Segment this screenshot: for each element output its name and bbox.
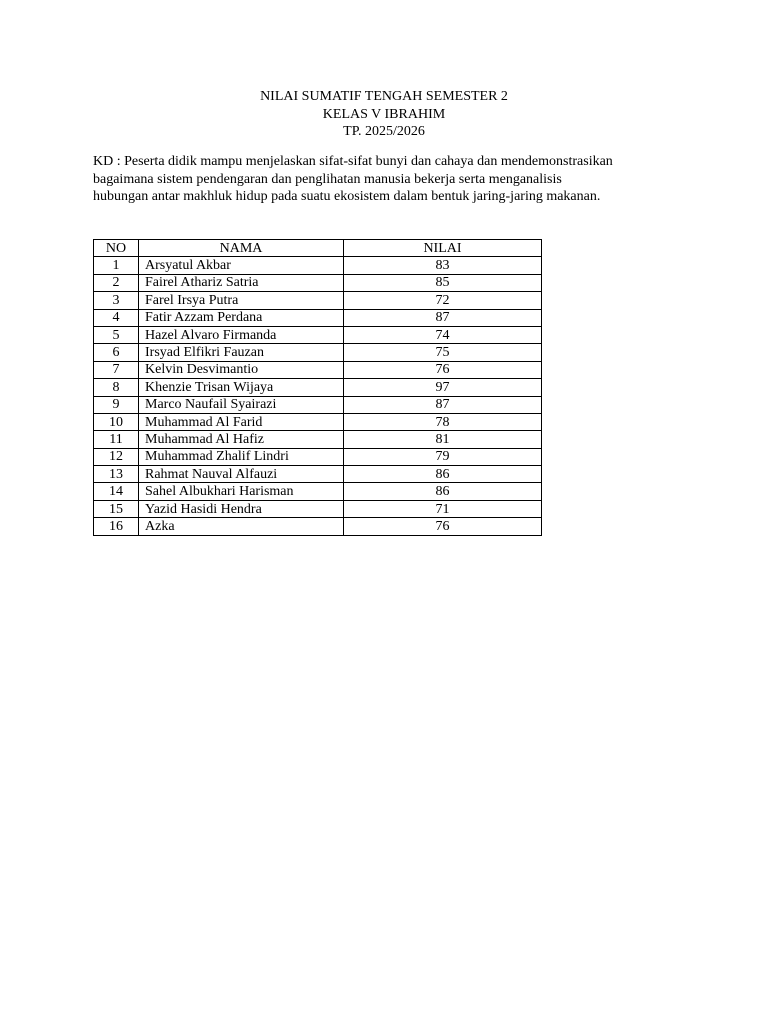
cell-nama: Rahmat Nauval Alfauzi: [139, 466, 344, 483]
table-row: [94, 274, 542, 291]
cell-nama: Kelvin Desvimantio: [139, 361, 344, 378]
cell-nilai: 76: [344, 361, 542, 378]
cell-nilai: 87: [344, 309, 542, 326]
cell-no: 8: [94, 379, 139, 396]
cell-nilai: 86: [344, 483, 542, 500]
table-row: [94, 257, 542, 274]
cell-nama: Marco Naufail Syairazi: [139, 396, 344, 413]
table-row: [94, 431, 542, 448]
cell-no: 2: [94, 274, 139, 291]
cell-nama: Azka: [139, 518, 344, 535]
cell-no: 12: [94, 448, 139, 465]
table-row: [94, 413, 542, 430]
table-row: [94, 500, 542, 517]
cell-nilai: 86: [344, 466, 542, 483]
cell-nilai: 85: [344, 274, 542, 291]
table-row: [94, 344, 542, 361]
title-line-2: KELAS V IBRAHIM: [322, 106, 446, 122]
cell-nama: Sahel Albukhari Harisman: [139, 483, 344, 500]
header-nama: NAMA: [139, 240, 344, 257]
cell-nama: Farel Irsya Putra: [139, 292, 344, 309]
grades-table: [93, 239, 542, 536]
cell-nilai: 97: [344, 379, 542, 396]
cell-no: 13: [94, 466, 139, 483]
table-row: [94, 361, 542, 378]
cell-no: 6: [94, 344, 139, 361]
cell-nilai: 76: [344, 518, 542, 535]
table-row: [94, 396, 542, 413]
table-body: [94, 257, 542, 535]
table-header-row: [94, 240, 542, 257]
cell-nilai: 83: [344, 257, 542, 274]
table-row: [94, 326, 542, 343]
cell-no: 7: [94, 361, 139, 378]
cell-nama: Muhammad Al Hafiz: [139, 431, 344, 448]
cell-nilai: 72: [344, 292, 542, 309]
table-row: [94, 483, 542, 500]
cell-no: 5: [94, 326, 139, 343]
cell-nama: Irsyad Elfikri Fauzan: [139, 344, 344, 361]
title-line-1: NILAI SUMATIF TENGAH SEMESTER 2: [260, 89, 508, 104]
header-nilai: NILAI: [344, 240, 542, 257]
cell-no: 1: [94, 257, 139, 274]
kd-line-2: bagaimana sistem pendengaran dan penglihatan manusia bekerja serta menganalisis: [93, 171, 562, 187]
cell-no: 16: [94, 518, 139, 535]
table-row: [94, 309, 542, 326]
cell-no: 4: [94, 309, 139, 326]
table-row: [94, 518, 542, 535]
cell-nilai: 79: [344, 448, 542, 465]
cell-nama: Muhammad Al Farid: [139, 413, 344, 430]
cell-no: 15: [94, 500, 139, 517]
cell-no: 3: [94, 292, 139, 309]
table-row: [94, 448, 542, 465]
table-row: [94, 466, 542, 483]
cell-nama: Yazid Hasidi Hendra: [139, 500, 344, 517]
cell-nama: Arsyatul Akbar: [139, 257, 344, 274]
cell-nilai: 81: [344, 431, 542, 448]
cell-nilai: 74: [344, 326, 542, 343]
cell-nama: Fairel Athariz Satria: [139, 274, 344, 291]
cell-no: 14: [94, 483, 139, 500]
cell-nama: Hazel Alvaro Firmanda: [139, 326, 344, 343]
title-line-3: TP. 2025/2026: [343, 124, 425, 139]
kd-line-1: KD : Peserta didik mampu menjelaskan sifat-sifat bunyi dan cahaya dan mendemonstrasikan: [93, 154, 613, 169]
kd-line-3: hubungan antar makhluk hidup pada suatu ekosistem dalam bentuk jaring-jaring makanan.: [93, 189, 601, 204]
cell-nama: Khenzie Trisan Wijaya: [139, 379, 344, 396]
cell-nilai: 78: [344, 413, 542, 430]
kd-paragraph: [93, 153, 683, 206]
cell-no: 11: [94, 431, 139, 448]
table-row: [94, 292, 542, 309]
cell-nama: Fatir Azzam Perdana: [139, 309, 344, 326]
cell-no: 9: [94, 396, 139, 413]
table-row: [94, 379, 542, 396]
cell-nilai: 71: [344, 500, 542, 517]
document-title: [0, 88, 768, 141]
header-no: NO: [94, 240, 139, 257]
cell-nilai: 75: [344, 344, 542, 361]
cell-nilai: 87: [344, 396, 542, 413]
cell-nama: Muhammad Zhalif Lindri: [139, 448, 344, 465]
cell-no: 10: [94, 413, 139, 430]
